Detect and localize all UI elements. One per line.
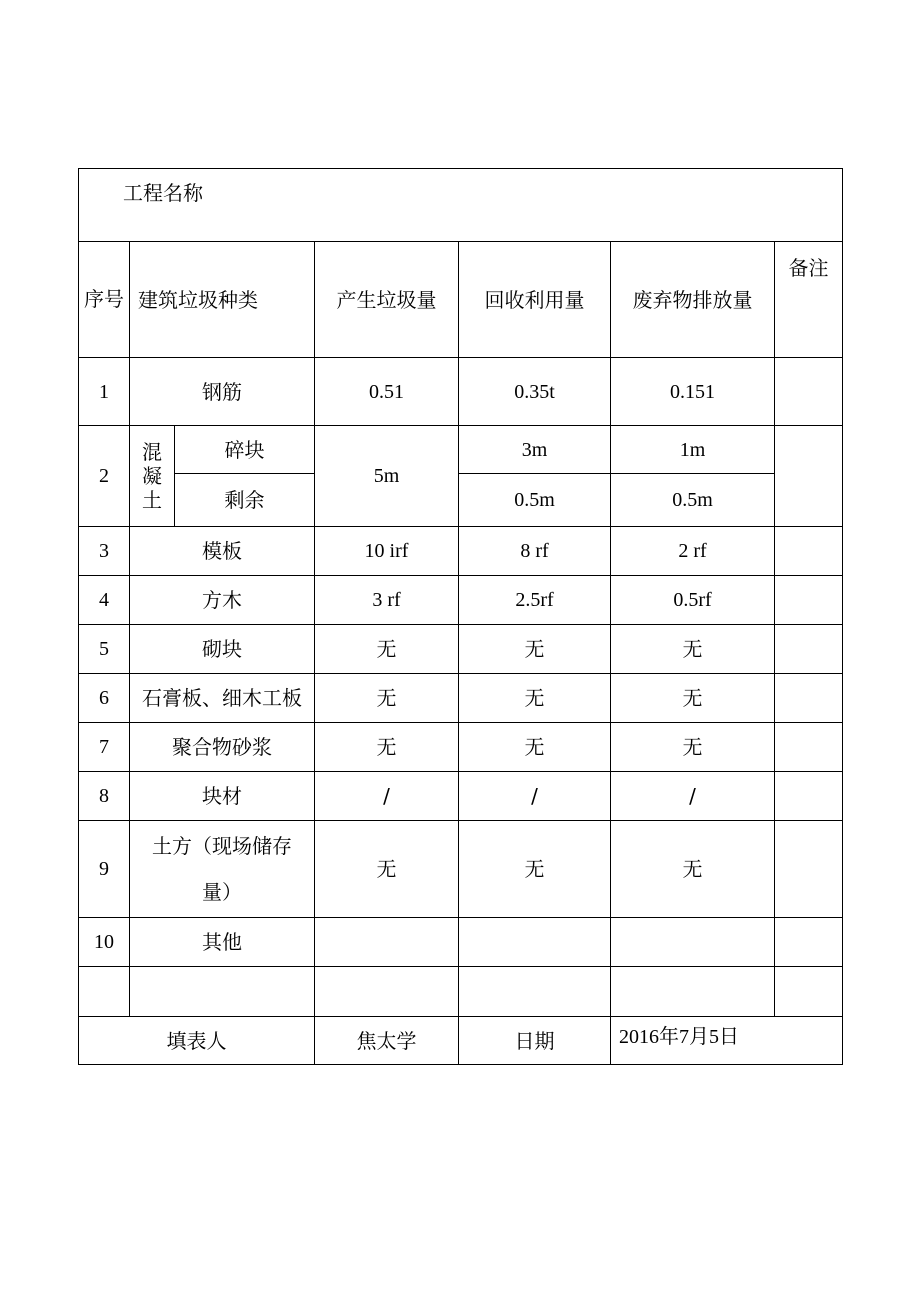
filler-label: 填表人 [79,1017,315,1065]
waste-type: 块材 [130,772,315,821]
header-row [79,242,843,358]
row-number: 3 [79,527,130,576]
waste-type: 砌块 [130,625,315,674]
concrete-group-label: 混凝土 [130,426,175,527]
generated-amount: 10 irf [315,527,459,576]
waste-type: 钢筋 [130,358,315,426]
waste-type: 其他 [130,918,315,967]
row-number: 1 [79,358,130,426]
remark-cell [775,772,843,821]
footer-row [79,1017,843,1065]
remark-cell [775,358,843,426]
recycled-amount: 无 [459,674,611,723]
remark-cell [775,625,843,674]
generated-amount: 无 [315,723,459,772]
date-value: 2016年7月5日 [611,1017,843,1065]
table-row [79,723,843,772]
generated-amount: 5m [315,426,459,527]
waste-type: 模板 [130,527,315,576]
recycled-amount: 8 rf [459,527,611,576]
recycled-amount: 无 [459,723,611,772]
discharged-amount [611,918,775,967]
discharged-amount: 1m [611,426,775,474]
generated-amount: 无 [315,821,459,918]
generated-amount: 3 rf [315,576,459,625]
discharged-amount: 无 [611,674,775,723]
table-row [79,527,843,576]
empty-cell [79,967,130,1017]
table-row [79,576,843,625]
table-row [79,918,843,967]
header-remark: 备注 [775,242,843,358]
filler-name: 焦太学 [315,1017,459,1065]
project-row [79,169,843,242]
remark-cell [775,576,843,625]
recycled-amount: 0.5m [459,474,611,527]
recycled-amount: 2.5rf [459,576,611,625]
remark-cell [775,723,843,772]
discharged-amount: 2 rf [611,527,775,576]
recycled-amount [459,918,611,967]
empty-cell [459,967,611,1017]
table-row [79,674,843,723]
project-name-label: 工程名称 [79,169,843,242]
discharged-amount: 0.151 [611,358,775,426]
header-generated: 产生垃圾量 [315,242,459,358]
row-number: 9 [79,821,130,918]
waste-type: 方木 [130,576,315,625]
empty-cell [611,967,775,1017]
row-number: 2 [79,426,130,527]
empty-cell [775,967,843,1017]
remark-cell [775,821,843,918]
remark-cell [775,918,843,967]
table-row [79,426,843,474]
discharged-amount: 无 [611,723,775,772]
row-number: 8 [79,772,130,821]
empty-cell [315,967,459,1017]
remark-cell [775,527,843,576]
discharged-amount: 无 [611,625,775,674]
remark-cell [775,426,843,527]
empty-cell [130,967,315,1017]
waste-type: 聚合物砂浆 [130,723,315,772]
recycled-amount: 0.35t [459,358,611,426]
discharged-amount: 无 [611,821,775,918]
waste-subtype: 碎块 [175,426,315,474]
table-row [79,772,843,821]
table-row [79,358,843,426]
waste-type: 石膏板、细木工板 [130,674,315,723]
remark-cell [775,674,843,723]
waste-subtype: 剩余 [175,474,315,527]
generated-amount: 无 [315,625,459,674]
recycled-amount: 无 [459,625,611,674]
waste-statistics-table [78,168,843,1065]
row-number: 6 [79,674,130,723]
row-number: 7 [79,723,130,772]
recycled-amount: / [459,772,611,821]
table-row [79,474,843,527]
header-waste-type: 建筑垃圾种类 [130,242,315,358]
recycled-amount: 3m [459,426,611,474]
row-number: 10 [79,918,130,967]
waste-type: 土方（现场储存量） [130,821,315,918]
row-number: 4 [79,576,130,625]
header-discharged: 废弃物排放量 [611,242,775,358]
generated-amount: 0.51 [315,358,459,426]
date-label: 日期 [459,1017,611,1065]
discharged-amount: 0.5m [611,474,775,527]
discharged-amount: / [611,772,775,821]
recycled-amount: 无 [459,821,611,918]
empty-row [79,967,843,1017]
discharged-amount: 0.5rf [611,576,775,625]
generated-amount: / [315,772,459,821]
generated-amount: 无 [315,674,459,723]
table-row [79,821,843,918]
header-recycled: 回收利用量 [459,242,611,358]
row-number: 5 [79,625,130,674]
header-seq: 序号 [79,242,130,358]
generated-amount [315,918,459,967]
table-row [79,625,843,674]
